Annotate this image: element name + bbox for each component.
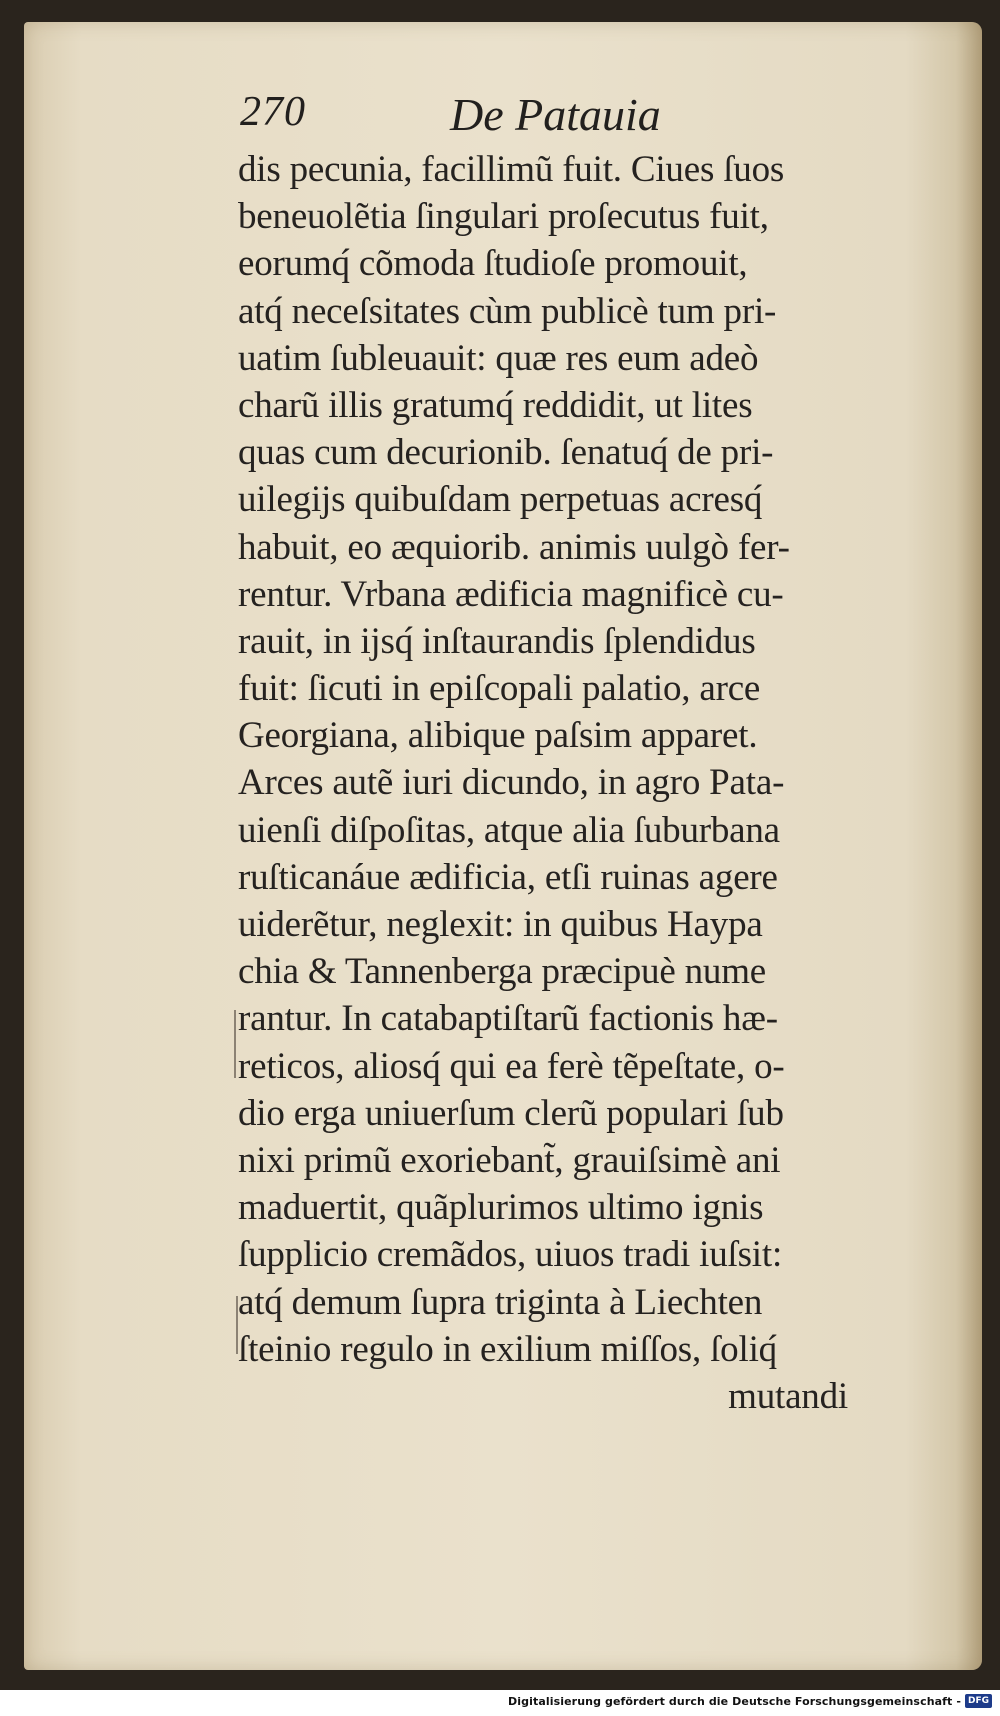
text-line: uilegijs quibuſdam perpetuas acresq́ [238, 479, 763, 521]
text-line: rauit, in ijsq́ inſtaurandis ſplendidus [238, 620, 756, 662]
text-line: charũ illis gratumq́ reddidit, ut lites [238, 384, 753, 426]
catchword: mutandi [728, 1375, 848, 1417]
text-line: rantur. In catabaptiſtarũ factionis hæ- [238, 998, 778, 1040]
footer-credit: Digitalisierung gefördert durch die Deutsche Forschungsgemeinschaft - [508, 1694, 961, 1708]
text-line: eorumq́ cõmoda ſtudioſe promouit, [238, 243, 748, 285]
text-line: uatim ſubleuauit: quæ res eum adeò [238, 337, 759, 379]
text-line: ſupplicio cremãdos, uiuos tradi iuſsit: [238, 1234, 783, 1276]
page-header [240, 88, 700, 144]
body-text [238, 146, 848, 1420]
text-line: quas cum decurionib. ſenatuq́ de pri- [238, 432, 774, 474]
dfg-logo-icon: DFG [965, 1694, 992, 1708]
text-line: dio erga uniuerſum clerũ populari ſub [238, 1092, 784, 1134]
text-line: atq́ neceſsitates cùm publicè tum pri- [238, 290, 777, 332]
text-line: beneuolẽtia ſingulari proſecutus fuit, [238, 196, 769, 238]
text-line: uienſi diſpoſitas, atque alia ſuburbana [238, 809, 780, 851]
margin-mark [234, 1010, 236, 1078]
digitization-footer [508, 1692, 992, 1710]
text-line: uiderẽtur, neglexit: in quibus Haypa [238, 904, 763, 945]
text-line: maduertit, quãplurimos ultimo ignis [238, 1187, 764, 1229]
text-line: ruſticanáue ædificia, etſi ruinas agere [238, 856, 778, 898]
text-line: atq́ demum ſupra triginta à Liechten [238, 1281, 763, 1323]
text-line: rentur. Vrbana ædificia magnificè cu- [238, 573, 784, 615]
text-line: reticos, aliosq́ qui ea ferè tẽpeſtate, o- [238, 1045, 785, 1087]
page-edge-shadow [956, 22, 982, 1670]
text-line: ſteinio regulo in exilium miſſos, ſoliq́ [238, 1328, 777, 1370]
text-line: Arces autẽ iuri dicundo, in agro Pata- [238, 762, 785, 804]
page-number: 270 [240, 89, 306, 135]
text-line: habuit, eo æquiorib. animis uulgò fer- [238, 526, 790, 568]
text-line: chia & Tannenberga præcipuè nume [238, 951, 767, 993]
text-line: dis pecunia, facillimũ fuit. Ciues ſuos [238, 149, 785, 190]
running-head: De Patauia [450, 89, 661, 140]
text-line: nixi primũ exoriebant̃, grauiſsimè ani [238, 1139, 781, 1181]
text-line: fuit: ſicuti in epiſcopali palatio, arce [238, 668, 761, 710]
text-line: Georgiana, alibique paſsim apparet. [238, 715, 758, 757]
